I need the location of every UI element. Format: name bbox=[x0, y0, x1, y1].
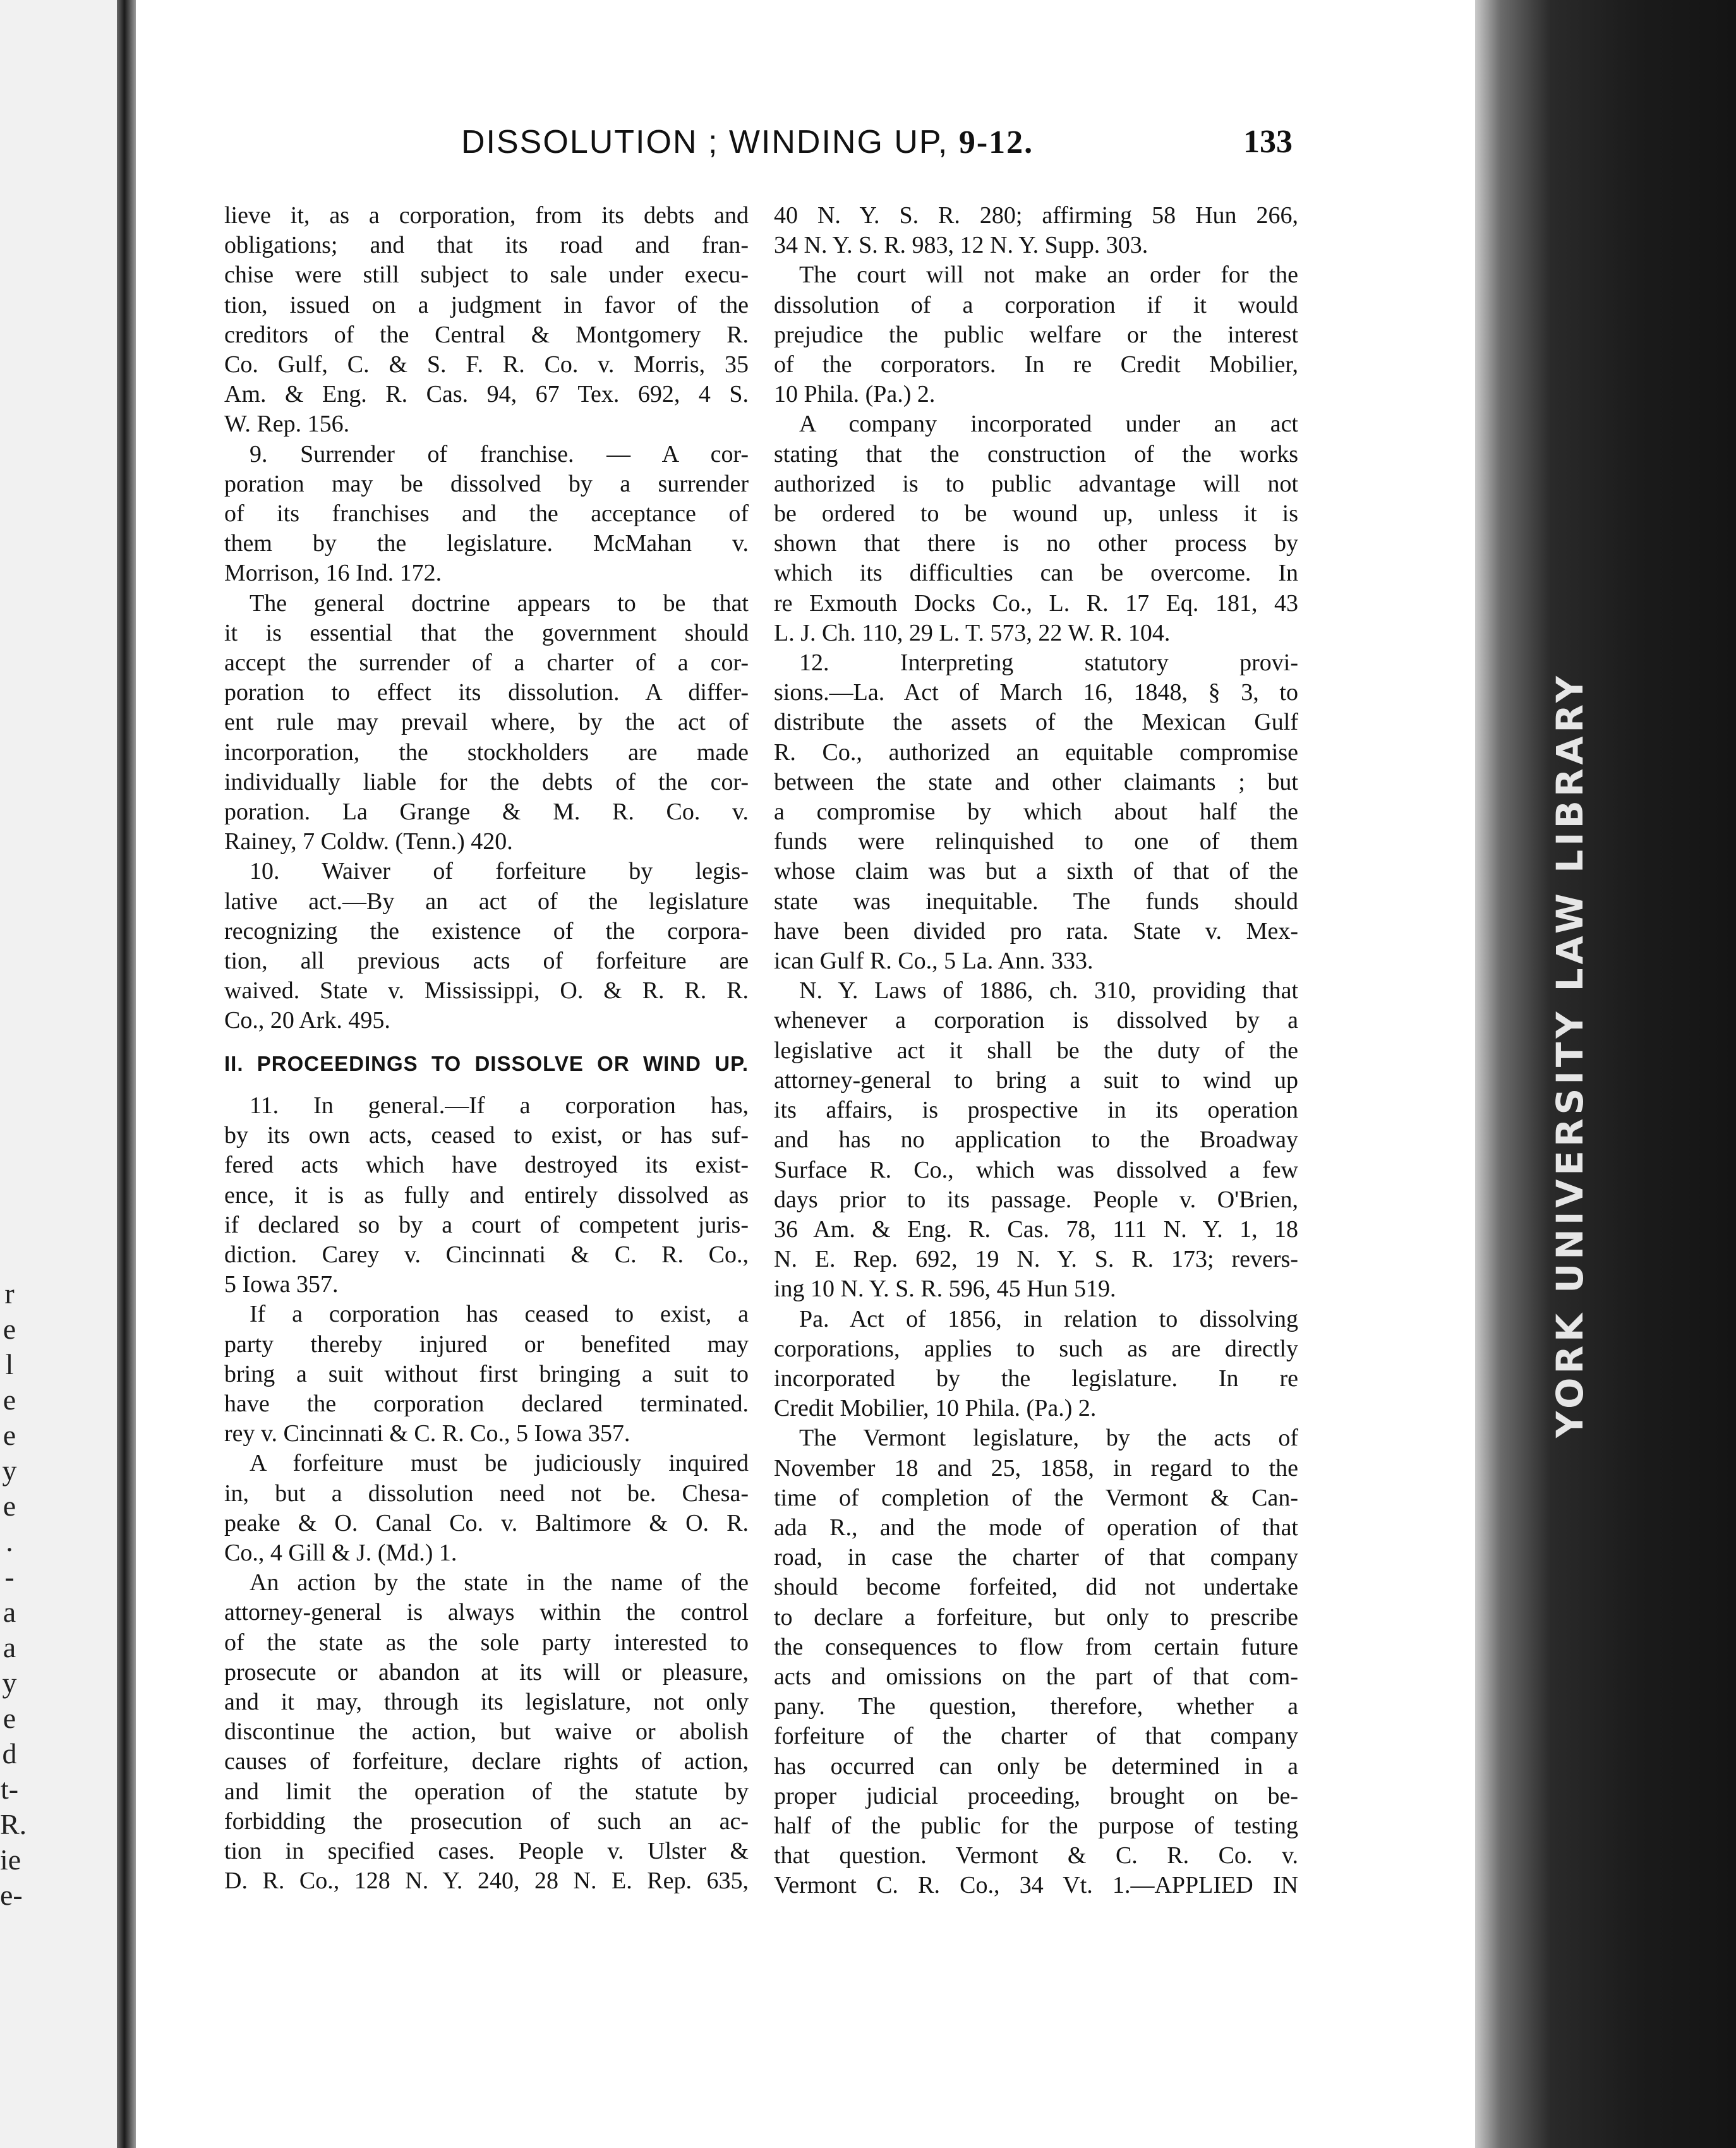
text-line: tion, issued on a judgment in favor of the bbox=[224, 291, 749, 318]
text-line: whenever a corporation is dissolved by a bbox=[774, 1007, 1298, 1034]
text-line: proper judicial proceeding, brought on be- bbox=[774, 1782, 1298, 1809]
text-line: Co. Gulf, C. & S. F. R. Co. v. Morris, 35 bbox=[224, 351, 749, 378]
fragment-char: - bbox=[4, 1560, 15, 1593]
text-line: The general doctrine appears to be that bbox=[250, 589, 749, 617]
text-line: A company incorporated under an act bbox=[799, 411, 1298, 438]
running-header-sections: 9-12. bbox=[958, 124, 1034, 160]
text-line: by its own acts, ceased to exist, or has suf- bbox=[224, 1122, 749, 1149]
text-line: tion, all previous acts of forfeiture are bbox=[224, 948, 749, 975]
page-gutter-shadow bbox=[117, 0, 136, 2148]
text-line: L. J. Ch. 110, 29 L. T. 573, 22 W. R. 104. bbox=[774, 619, 1171, 646]
spacer bbox=[224, 1078, 749, 1091]
text-line: poration to effect its dissolution. A differ- bbox=[224, 679, 749, 706]
text-line: be ordered to be wound up, unless it is bbox=[774, 500, 1298, 528]
fragment-char: l bbox=[5, 1348, 14, 1380]
left-text-column bbox=[224, 201, 749, 1896]
text-line: the consequences to flow from certain future bbox=[774, 1633, 1298, 1660]
text-line: 10 Phila. (Pa.) 2. bbox=[774, 381, 936, 408]
text-line: If a corporation has ceased to exist, a bbox=[250, 1301, 749, 1328]
text-line: of the corporators. In re Credit Mobilier, bbox=[774, 351, 1298, 378]
text-line: has occurred can only be determined in a bbox=[774, 1753, 1298, 1780]
text-line: 5 Iowa 357. bbox=[224, 1271, 339, 1298]
text-line: rey v. Cincinnati & C. R. Co., 5 Iowa 357. bbox=[224, 1420, 630, 1447]
text-line: waived. State v. Mississippi, O. & R. R. R. bbox=[224, 977, 749, 1005]
text-line: its affairs, is prospective in its operation bbox=[774, 1097, 1298, 1124]
text-line: authorized is to public advantage will not bbox=[774, 470, 1298, 497]
text-line: acts and omissions on the part of that com- bbox=[774, 1663, 1298, 1690]
text-line: peake & O. Canal Co. v. Baltimore & O. R. bbox=[224, 1509, 749, 1536]
text-line: causes of forfeiture, declare rights of action, bbox=[224, 1748, 749, 1775]
book-spine bbox=[1475, 0, 1736, 2148]
text-line: bring a suit without first bringing a suit to bbox=[224, 1360, 749, 1387]
fragment-char: e bbox=[3, 1419, 16, 1451]
fragment-char: e bbox=[3, 1384, 16, 1416]
text-line: forbidding the prosecution of such an ac- bbox=[224, 1807, 749, 1835]
text-line: distribute the assets of the Mexican Gulf bbox=[774, 709, 1298, 736]
text-line: of the state as the sole party interested to bbox=[224, 1629, 749, 1656]
text-line: days prior to its passage. People v. O'Brien, bbox=[774, 1186, 1298, 1213]
text-line: chise were still subject to sale under execu- bbox=[224, 262, 749, 289]
text-line: prosecute or abandon at its will or pleasure, bbox=[224, 1658, 749, 1686]
text-line: ican Gulf R. Co., 5 La. Ann. 333. bbox=[774, 948, 1094, 975]
text-line: Rainey, 7 Coldw. (Tenn.) 420. bbox=[224, 828, 513, 855]
text-line: have the corporation declared terminated. bbox=[224, 1390, 749, 1417]
fragment-char: R. bbox=[0, 1808, 27, 1840]
text-line: 9. Surrender of franchise. — A cor- bbox=[250, 440, 749, 468]
text-line: forfeiture of the charter of that company bbox=[774, 1723, 1298, 1750]
text-line: party thereby injured or benefited may bbox=[224, 1330, 749, 1358]
text-line: ence, it is as fully and entirely dissolved as bbox=[224, 1181, 749, 1209]
text-line: that question. Vermont & C. R. Co. v. bbox=[774, 1842, 1298, 1869]
fragment-char: r bbox=[4, 1277, 15, 1310]
running-header bbox=[461, 123, 1034, 161]
text-line: them by the legislature. McMahan v. bbox=[224, 530, 749, 557]
text-line: attorney-general is always within the control bbox=[224, 1599, 749, 1626]
text-line: tion in specified cases. People v. Ulster & bbox=[224, 1837, 749, 1864]
text-line: legislative act it shall be the duty of the bbox=[774, 1037, 1298, 1064]
text-line: time of completion of the Vermont & Can- bbox=[774, 1484, 1298, 1511]
text-line: half of the public for the purpose of testing bbox=[774, 1812, 1298, 1839]
text-line: whose claim was but a sixth of that of the bbox=[774, 858, 1298, 885]
text-line: and it may, through its legislature, not only bbox=[224, 1688, 749, 1715]
text-line: incorporated by the legislature. In re bbox=[774, 1365, 1298, 1392]
text-line: stating that the construction of the works bbox=[774, 440, 1298, 468]
text-line: poration. La Grange & M. R. Co. v. bbox=[224, 799, 749, 826]
section-heading: II. PROCEEDINGS TO DISSOLVE OR WIND UP. bbox=[224, 1051, 749, 1075]
adjacent-page-fragments bbox=[0, 1276, 27, 1913]
text-line: sions.—La. Act of March 16, 1848, § 3, to bbox=[774, 679, 1298, 706]
right-text-column bbox=[774, 201, 1298, 1901]
text-line: and has no application to the Broadway bbox=[774, 1126, 1298, 1154]
text-line: N. E. Rep. 692, 19 N. Y. S. R. 173; revers- bbox=[774, 1246, 1298, 1273]
text-line: creditors of the Central & Montgomery R. bbox=[224, 321, 749, 348]
text-line: to declare a forfeiture, but only to prescribe bbox=[774, 1603, 1298, 1631]
text-line: W. Rep. 156. bbox=[224, 411, 350, 438]
running-header-title: DISSOLUTION ; WINDING UP, bbox=[461, 124, 949, 160]
text-line: a compromise by which about half the bbox=[774, 799, 1298, 826]
text-line: 12. Interpreting statutory provi- bbox=[799, 649, 1298, 677]
text-line: attorney-general to bring a suit to wind up bbox=[774, 1066, 1298, 1094]
fragment-char: y bbox=[2, 1454, 17, 1487]
text-line: road, in case the charter of that company bbox=[774, 1544, 1298, 1571]
fragment-char: d bbox=[2, 1737, 17, 1770]
text-line: Surface R. Co., which was dissolved a few bbox=[774, 1156, 1298, 1183]
text-line: November 18 and 25, 1858, in regard to the bbox=[774, 1454, 1298, 1481]
text-line: 11. In general.—If a corporation has, bbox=[250, 1092, 749, 1119]
text-line: re Exmouth Docks Co., L. R. 17 Eq. 181, 43 bbox=[774, 589, 1298, 617]
fragment-char: e bbox=[3, 1313, 16, 1345]
text-line: diction. Carey v. Cincinnati & C. R. Co., bbox=[224, 1241, 749, 1268]
text-line: ent rule may prevail where, by the act of bbox=[224, 709, 749, 736]
text-line: ada R., and the mode of operation of that bbox=[774, 1514, 1298, 1541]
text-line: of its franchises and the acceptance of bbox=[224, 500, 749, 528]
text-line: 36 Am. & Eng. R. Cas. 78, 111 N. Y. 1, 18 bbox=[774, 1216, 1298, 1243]
page-number: 133 bbox=[1243, 124, 1293, 160]
fragment-char: e bbox=[3, 1702, 16, 1734]
fragment-char: . bbox=[6, 1525, 13, 1557]
text-line: recognizing the existence of the corpora- bbox=[224, 917, 749, 944]
text-line: funds were relinquished to one of them bbox=[774, 828, 1298, 855]
text-line: individually liable for the debts of the cor- bbox=[224, 768, 749, 795]
text-line: Co., 4 Gill & J. (Md.) 1. bbox=[224, 1539, 457, 1566]
text-line: The court will not make an order for the bbox=[799, 262, 1298, 289]
text-line: shown that there is no other process by bbox=[774, 530, 1298, 557]
text-line: lative act.—By an act of the legislature bbox=[224, 888, 749, 915]
text-line: fered acts which have destroyed its exist- bbox=[224, 1152, 749, 1179]
text-line: have been divided pro rata. State v. Mex- bbox=[774, 917, 1298, 944]
fragment-char: a bbox=[3, 1631, 16, 1663]
text-line: Am. & Eng. R. Cas. 94, 67 Tex. 692, 4 S. bbox=[224, 381, 749, 408]
text-line: Vermont C. R. Co., 34 Vt. 1.—APPLIED IN bbox=[774, 1872, 1298, 1899]
fragment-char: ie bbox=[0, 1843, 21, 1876]
fragment-char: y bbox=[2, 1667, 17, 1699]
text-line: incorporation, the stockholders are made bbox=[224, 739, 749, 766]
spine-library-label: YORK UNIVERSITY LAW LIBRARY bbox=[1548, 672, 1591, 1438]
text-line: it is essential that the government should bbox=[224, 619, 749, 646]
text-line: N. Y. Laws of 1886, ch. 310, providing that bbox=[799, 977, 1298, 1005]
text-line: 10. Waiver of forfeiture by legis- bbox=[250, 858, 749, 885]
text-line: A forfeiture must be judiciously inquired bbox=[250, 1450, 749, 1477]
text-line: Pa. Act of 1856, in relation to dissolving bbox=[799, 1305, 1298, 1332]
text-line: in, but a dissolution need not be. Chesa- bbox=[224, 1480, 749, 1507]
text-line: between the state and other claimants ; but bbox=[774, 768, 1298, 795]
text-line: D. R. Co., 128 N. Y. 240, 28 N. E. Rep. 635, bbox=[224, 1867, 749, 1895]
fragment-char: e- bbox=[0, 1879, 23, 1911]
text-line: R. Co., authorized an equitable compromise bbox=[774, 739, 1298, 766]
text-line: lieve it, as a corporation, from its debts and bbox=[224, 202, 749, 229]
text-line: should become forfeited, did not undertake bbox=[774, 1574, 1298, 1601]
text-line: obligations; and that its road and fran- bbox=[224, 232, 749, 259]
text-line: state was inequitable. The funds should bbox=[774, 888, 1298, 915]
fragment-char: t- bbox=[0, 1773, 19, 1805]
text-line: corporations, applies to such as are directly bbox=[774, 1335, 1298, 1362]
text-line: dissolution of a corporation if it would bbox=[774, 291, 1298, 318]
text-line: poration may be dissolved by a surrender bbox=[224, 470, 749, 497]
text-line: pany. The question, therefore, whether a bbox=[774, 1693, 1298, 1720]
text-line: The Vermont legislature, by the acts of bbox=[799, 1425, 1298, 1452]
text-line: prejudice the public welfare or the interest bbox=[774, 321, 1298, 348]
text-line: which its difficulties can be overcome. In bbox=[774, 560, 1298, 587]
text-line: ing 10 N. Y. S. R. 596, 45 Hun 519. bbox=[774, 1276, 1116, 1303]
text-line: accept the surrender of a charter of a cor- bbox=[224, 649, 749, 677]
text-line: Morrison, 16 Ind. 172. bbox=[224, 560, 442, 587]
text-line: 34 N. Y. S. R. 983, 12 N. Y. Supp. 303. bbox=[774, 232, 1148, 259]
spacer bbox=[224, 1036, 749, 1049]
text-line: Co., 20 Ark. 495. bbox=[224, 1007, 390, 1034]
text-line: An action by the state in the name of the bbox=[250, 1569, 749, 1596]
text-line: Credit Mobilier, 10 Phila. (Pa.) 2. bbox=[774, 1395, 1097, 1422]
text-line: if declared so by a court of competent juris- bbox=[224, 1211, 749, 1238]
text-line: discontinue the action, but waive or abolish bbox=[224, 1718, 749, 1746]
fragment-char: a bbox=[3, 1596, 16, 1628]
text-line: and limit the operation of the statute by bbox=[224, 1778, 749, 1805]
text-line: 40 N. Y. S. R. 280; affirming 58 Hun 266, bbox=[774, 202, 1298, 229]
fragment-char: e bbox=[3, 1490, 16, 1522]
